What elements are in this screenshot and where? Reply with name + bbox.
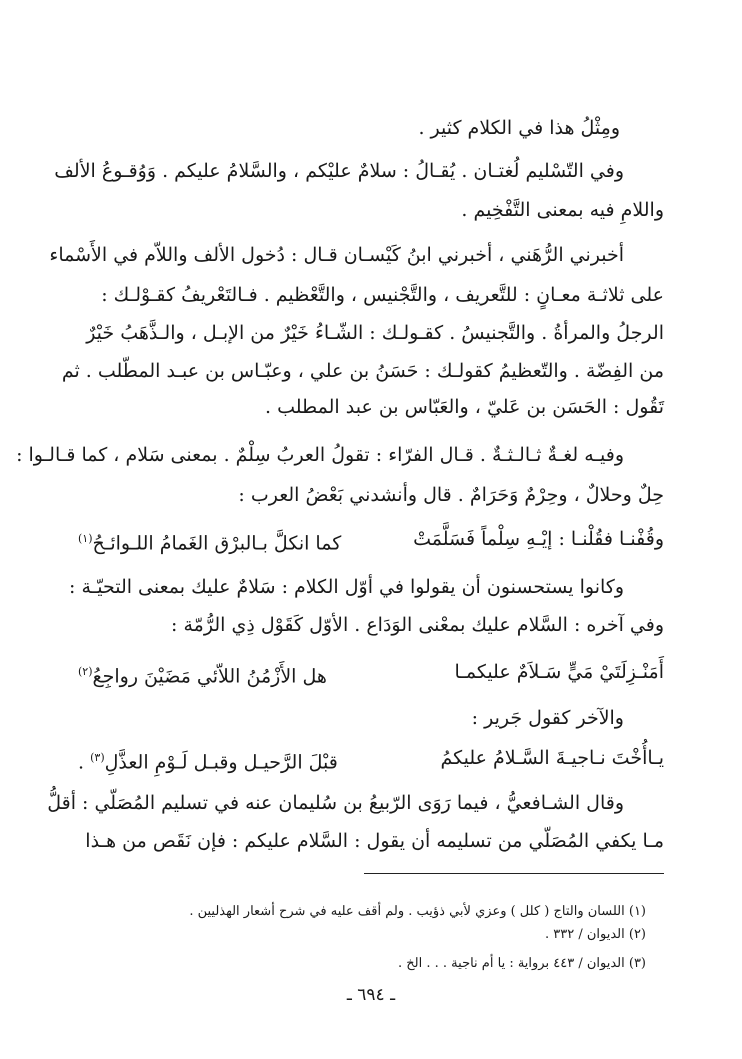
text-line: وكانوا يستحسنون أن يقولوا في أوّل الكلام : سَلامٌ عليك بمعنى التحيّـة :: [69, 576, 624, 598]
text-line: ومِثْلُ هذا في الكلام كثير .: [418, 117, 620, 139]
text-line: حِلٌ وحلالٌ ، وحِرْمٌ وَحَرَامٌ . قال وأنشدني بَعْضُ العرب :: [238, 484, 664, 506]
page-number: ـ ٦٩٤ ـ: [346, 985, 396, 1005]
verse-second-hemistich: كما انكلَّ بـالبرْق الغَمامُ اللـوائـحُ: [92, 532, 342, 555]
text-line: وقال الشـافعيُّ ، فيما رَوَى الرّبيعُ بن سُليمان عنه في تسليم المُصَلّي : أقلُّ: [47, 792, 624, 814]
footnote: (٢) الديوان / ٣٣٢ .: [544, 927, 646, 942]
text-line: وفيـه لغـةٌ ثـالـثـةٌ . قـال الفرّاء : تقولُ العربُ سِلْمٌ . بمعنى سَلام ، كما قـالـوا :: [16, 444, 624, 466]
verse-line: [78, 657, 664, 691]
verse-first-hemistich: يـاأُخْتَ نـاجيـةَ السَّـلامُ عليكمُ: [440, 747, 664, 769]
verse-second-hemistich-wrap: [78, 657, 327, 691]
footnote-separator: [364, 873, 664, 874]
verse-first-hemistich: وقُفْنـا فقُلْنـا : إيْـهِ سِلْماً فَسَلَّمَتْ: [413, 528, 664, 550]
text-line: وفي التّسْليم لُغتـان . يُقـالُ : سلامٌ عليْكم ، والسَّلامُ عليكم . وَوُقـوعُ الألف: [54, 160, 624, 182]
footnote: (١) اللسان والتاج ( كلل ) وعزي لأبي ذؤيب . ولم أقف عليه في شرح أشعار الهذليين .: [189, 904, 646, 919]
footnote: (٣) الديوان / ٤٤٣ برواية : يا أم ناجية . . . الخ .: [398, 956, 646, 971]
verse-second-hemistich: قبْلَ الرَّحيـل وقبـل لَـوْمِ العذَّلِ: [104, 751, 338, 774]
footnote-ref: (٢): [78, 665, 93, 678]
text-line: وفي آخره : السَّلام عليك بمعْنى الوَدَاع . الأوّل كَقَوْل ذِي الرُّمّة :: [171, 614, 664, 636]
text-line: مـا يكفي المُصَلّي من تسليمه أن يقول : السَّلام عليكم : فإن نَقَص من هـذا: [85, 830, 664, 852]
footnote-ref: (٣): [90, 751, 105, 764]
verse-trail: .: [78, 751, 85, 774]
document-page: [16, 0, 664, 1059]
text-line: من الفِضّة . والتّعظيمُ كقولـك : حَسَنُ بن علي ، وعبّـاس بن عبـد المطّلب . ثم: [61, 360, 664, 382]
text-line: والآخر كقول جَرير :: [471, 707, 624, 729]
text-line: تَقُول : الحَسَن بن عَليّ ، والعَبّاس بن عبد المطلب .: [265, 396, 664, 418]
verse-second-hemistich: هل الأَزْمُنُ اللاّئي مَضَيْنَ رواجِعُ: [92, 665, 327, 688]
verse-line: [78, 524, 664, 558]
verse-second-hemistich-wrap: [78, 524, 341, 558]
text-line: واللامِ فيه بمعنى التَّفْخِيم .: [461, 199, 664, 221]
verse-line: [78, 743, 664, 777]
text-line: الرجلُ والمرأةُ . والتَّجنيسُ . كقـولـك : الشّـاءُ خَيْرٌ من الإبـل ، والـذَّهَبُ خَيْرٌ: [86, 322, 664, 344]
text-line: على ثلاثـة معـانٍ : للتَّعريف ، والتَّجْنيس ، والتَّعْظيم . فـالتَعْريفُ كقـوْلـك :: [101, 284, 664, 306]
footnote-ref: (١): [78, 532, 93, 545]
text-line: أخبرني الرُّهَني ، أخبرني ابنُ كَيْسـان قـال : دُخول الألف واللاّم في الأَسْماء: [49, 244, 624, 266]
verse-second-hemistich-wrap: [78, 743, 338, 777]
verse-first-hemistich: أَمَنْـزِلَتَيْ مَيٍّ سَـلاَمٌ عليكمـا: [454, 661, 664, 683]
